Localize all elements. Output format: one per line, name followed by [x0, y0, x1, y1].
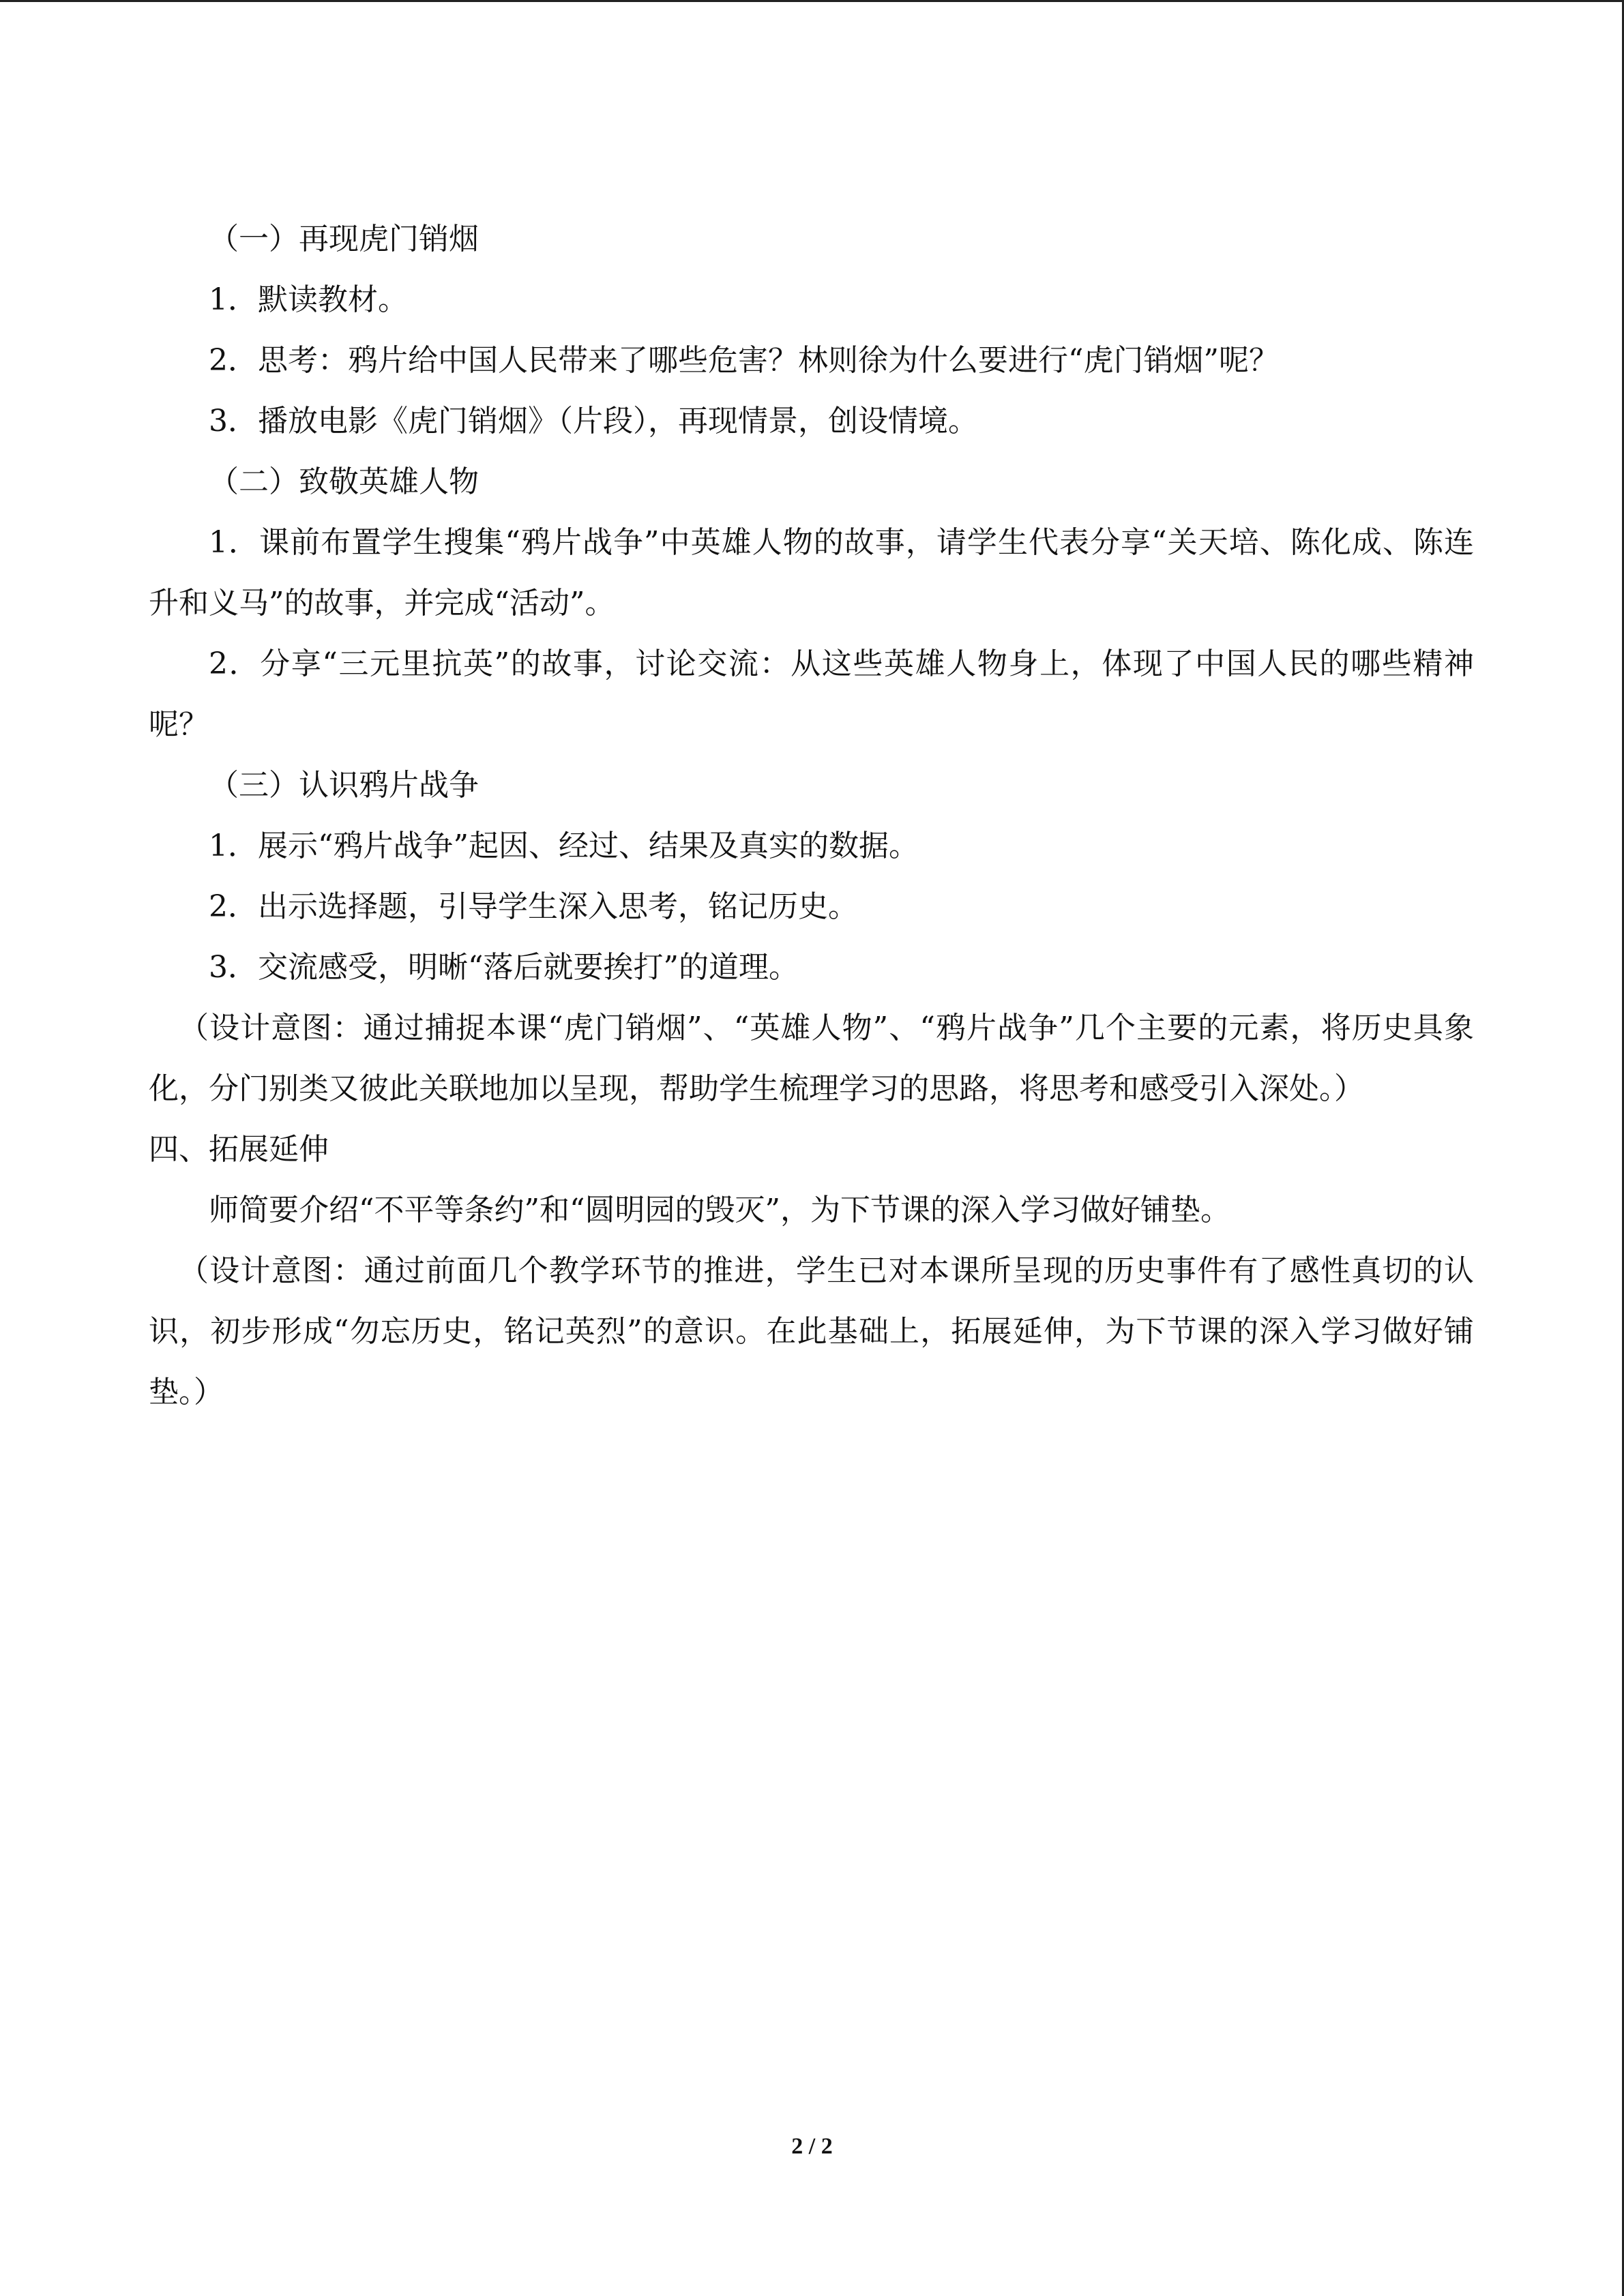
page-number: 2 / 2: [791, 2134, 833, 2159]
list-item: 1．默读教材。: [209, 282, 408, 317]
body-paragraph: 师简要介绍“不平等条约”和“圆明园的毁灭”，为下节课的深入学习做好铺垫。: [209, 1193, 1230, 1227]
section-heading-1: （一）再现虎门销烟: [209, 222, 479, 256]
list-item: 2．思考：鸦片给中国人民带来了哪些危害？林则徐为什么要进行“虎门销烟”呢？: [209, 343, 1279, 378]
list-item: 3．交流感受，明晰“落后就要挨打”的道理。: [209, 950, 799, 985]
document-body: [149, 209, 1474, 1422]
list-item: 2．分享“三元里抗英”的故事，讨论交流：从这些英雄人物身上，体现了中国人民的哪些精神呢？: [149, 646, 1474, 742]
section-heading-3: （三）认识鸦片战争: [209, 768, 479, 803]
list-item: 1．展示“鸦片战争”起因、经过、结果及真实的数据。: [209, 829, 919, 863]
design-intent-note: （设计意图：通过前面几个教学环节的推进，学生已对本课所呈现的历史事件有了感性真切的认识，初步形成“勿忘历史，铭记英烈”的意识。在此基础上，拓展延伸，为下节课的深入学习做好铺垫。）: [149, 1253, 1474, 1410]
design-intent-note: （设计意图：通过捕捉本课“虎门销烟”、“英雄人物”、“鸦片战争”几个主要的元素，将历史具象化，分门别类又彼此关联地加以呈现，帮助学生梳理学习的思路，将思考和感受引入深处。）: [149, 1011, 1474, 1106]
section-heading-4: 四、拓展延伸: [149, 1132, 329, 1167]
list-item: 1．课前布置学生搜集“鸦片战争”中英雄人物的故事，请学生代表分享“关天培、陈化成、陈连升和义马”的故事，并完成“活动”。: [149, 525, 1474, 621]
section-heading-2: （二）致敬英雄人物: [209, 464, 479, 499]
list-item: 2．出示选择题，引导学生深入思考，铭记历史。: [209, 889, 858, 924]
list-item: 3．播放电影《虎门销烟》（片段），再现情景，创设情境。: [209, 404, 978, 438]
